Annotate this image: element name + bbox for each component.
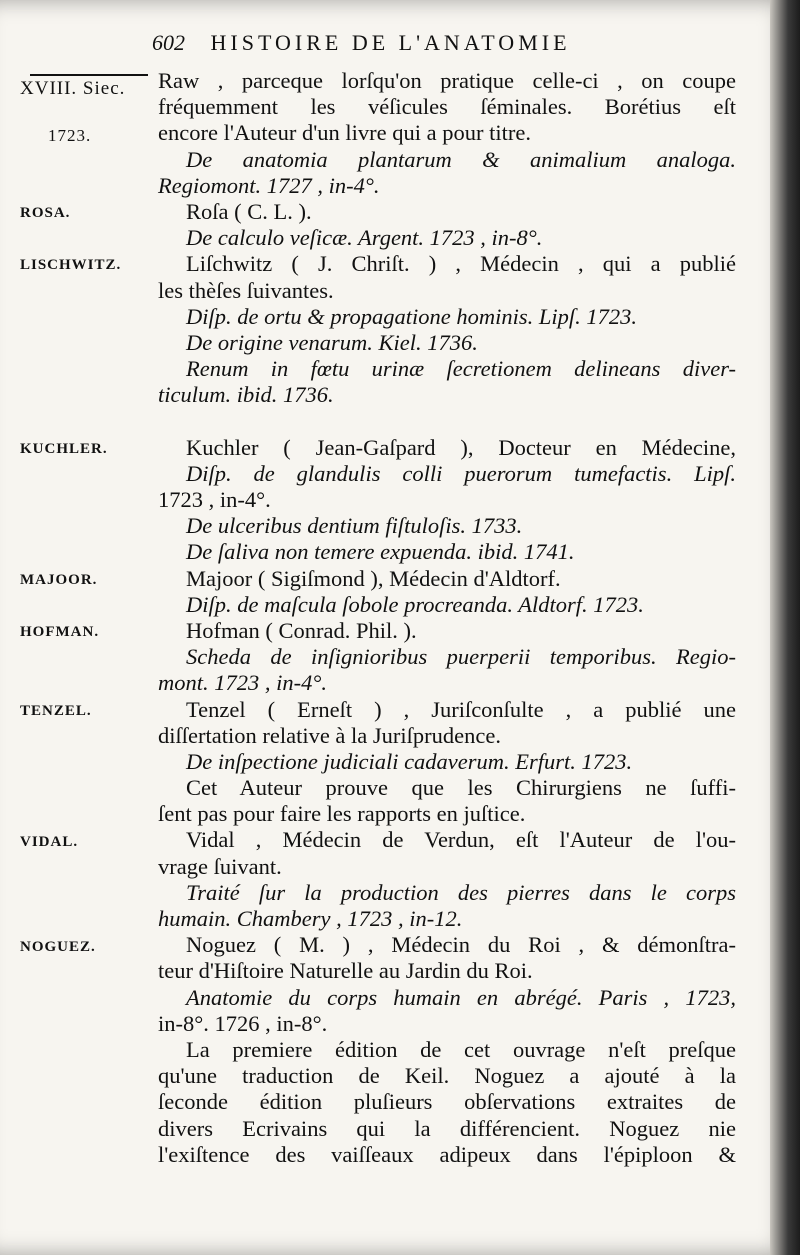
margin-note: HOFMAN. [20, 624, 100, 641]
text-line: ſent pas pour faire les rapports en juſtice. [158, 801, 526, 827]
text-line: Scheda de inſignioribus puerperii temporibus. Regio- [186, 644, 736, 670]
text-line: De origine venarum. Kiel. 1736. [186, 329, 478, 355]
text-line: Regiomont. 1727 , in-4°. [158, 172, 380, 198]
text-line: Raw , parceque lorſqu'on pratique celle-ci , on coupe [158, 68, 736, 93]
text-line [158, 408, 736, 434]
text-line: mont. 1723 , in-4°. [158, 670, 327, 696]
text-line: fréquemment les véſicules ſéminales. Borétius eſt [158, 94, 736, 120]
text-line: Cet Auteur prouve que les Chirurgiens ne ſuffi- [186, 775, 736, 801]
text-line: Vidal , Médecin de Verdun, eſt l'Auteur de l'ou- [186, 827, 736, 853]
margin-note: LISCHWITZ. [20, 257, 122, 274]
margin-note: VIDAL. [20, 833, 79, 850]
text-line: Renum in fœtu urinæ ſecretionem delineans diver- [186, 356, 736, 382]
text-line: humain. Chambery , 1723 , in-12. [158, 906, 463, 931]
text-line: encore l'Auteur d'un livre qui a pour titre. [158, 120, 531, 146]
text-line: ticulum. ibid. 1736. [158, 382, 334, 408]
text-line: l'exiſtence des vaiſſeaux adipeux dans l'épiploon & [158, 1141, 736, 1167]
text-line: 1723 , in-4°. [158, 487, 271, 512]
margin-note: 1723. [48, 126, 92, 146]
text-line: qu'une traduction de Keil. Noguez a ajouté à la [158, 1063, 736, 1089]
text-line: les thèſes ſuivantes. [158, 277, 334, 303]
text-line: diſſertation relative à la Juriſprudence. [158, 722, 501, 748]
margin-note: KUCHLER. [20, 440, 108, 457]
header-rule [30, 74, 148, 76]
page-edge-shadow [770, 0, 800, 1255]
text-line: divers Ecrivains qui la différencient. Noguez nie [158, 1115, 736, 1141]
text-line: Liſchwitz ( J. Chriſt. ) , Médecin , qui a publié [186, 251, 736, 277]
text-line: Majoor ( Sigiſmond ), Médecin d'Aldtorf. [186, 565, 561, 591]
page-number: 602 [152, 30, 185, 55]
text-line: in-8°. 1726 , in-8°. [158, 1010, 328, 1036]
running-header [152, 30, 772, 56]
text-line: De calculo veſicæ. Argent. 1723 , in-8°. [186, 225, 543, 251]
text-line: Roſa ( C. L. ). [186, 198, 312, 224]
running-title: HISTOIRE DE L'ANATOMIE [210, 30, 571, 55]
text-line: Traité ſur la production des pierres dans le corps [186, 879, 736, 905]
text-line: Anatomie du corps humain en abrégé. Paris , 1723, [186, 984, 736, 1010]
text-line: Diſp. de glandulis colli puerorum tumefactis. Lipſ. [186, 460, 736, 486]
text-line: De inſpectione judiciali cadaverum. Erfurt. 1723. [186, 748, 633, 774]
margin-note: MAJOOR. [20, 571, 98, 588]
text-line: Noguez ( M. ) , Médecin du Roi , & démonſtra- [186, 932, 736, 958]
margin-note: XVIII. Siec. [20, 78, 126, 99]
margin-note: TENZEL. [20, 702, 92, 719]
text-line: Tenzel ( Erneſt ) , Juriſconſulte , a publié une [186, 696, 736, 722]
margin-note: ROSA. [20, 205, 71, 221]
text-line: Kuchler ( Jean-Gaſpard ), Docteur en Médecine, [186, 434, 736, 460]
text-line: ſeconde édition pluſieurs obſervations extraites de [158, 1089, 736, 1115]
text-line: La premiere édition de cet ouvrage n'eſt preſque [186, 1036, 736, 1062]
text-line: De ſaliva non temere expuenda. ibid. 1741. [186, 539, 575, 565]
text-line: Diſp. de maſcula ſobole procreanda. Aldtorf. 1723. [186, 591, 644, 617]
text-line: teur d'Hiſtoire Naturelle au Jardin du Roi. [158, 958, 533, 984]
text-line: De anatomia plantarum & animalium analoga. [186, 146, 736, 172]
text-line: vrage ſuivant. [158, 853, 282, 879]
margin-note: NOGUEZ. [20, 938, 96, 955]
body-text [158, 68, 736, 1168]
text-line: Diſp. de ortu & propagatione hominis. Lipſ. 1723. [186, 303, 638, 329]
text-line: De ulceribus dentium fiſtuloſis. 1733. [186, 513, 523, 539]
text-line: Hofman ( Conrad. Phil. ). [186, 617, 417, 643]
